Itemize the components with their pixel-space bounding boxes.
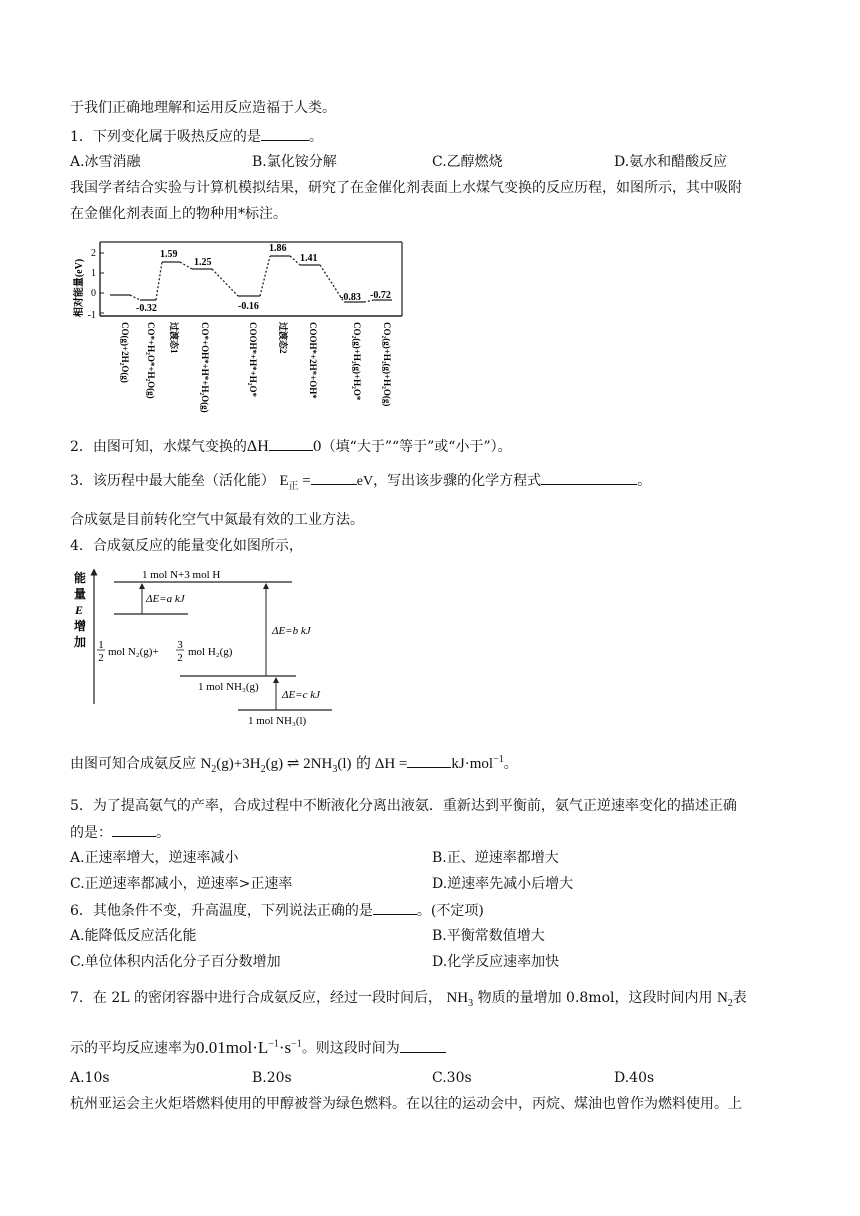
state-label-1: CO*+H₂O*+H₂O(g) — [146, 322, 156, 399]
q6-option-d: D.化学反应速率加快 — [432, 954, 560, 970]
answer-blank[interactable] — [373, 900, 417, 915]
question-1-text: 1．下列变化属于吸热反应的是 — [70, 129, 261, 145]
delta-h-symbol: ΔH — [246, 438, 269, 455]
question-2-end: 0（填“大于”“等于”或“小于”）。 — [312, 439, 512, 455]
question-7a-mid: 物质的量增加 0.8mol，这段时间内用 — [477, 990, 713, 1006]
svg-text:E: E — [75, 603, 84, 617]
n2-symbol: $N_2$ — [716, 990, 733, 1009]
question-7a — [70, 988, 747, 1014]
svg-text:3: 3 — [177, 639, 183, 651]
q5-option-a: A.正速率增大，逆速率减小 — [70, 850, 239, 866]
question-7a-text: 7．在 2L 的密闭容器中进行合成氨反应，经过一段时间后， — [70, 990, 443, 1006]
q1-option-c: C.乙醇燃烧 — [432, 154, 503, 170]
value-minus0.32: -0.32 — [136, 303, 157, 314]
q7-option-d: D.40s — [614, 1070, 655, 1086]
q5-option-d: D.逆速率先减小后增大 — [432, 876, 574, 892]
state-label-3: CO*+OH*+H*+H₂O(g) — [200, 322, 210, 413]
svg-text:mol N₂(g)+: mol N₂(g)+ — [108, 646, 159, 658]
svg-text:能: 能 — [74, 571, 87, 585]
state-label-5: 过渡态2 — [278, 322, 288, 354]
svg-text:2: 2 — [98, 652, 104, 664]
question-6-text: 6．其他条件不变，升高温度，下列说法正确的是 — [70, 903, 373, 919]
answer-blank[interactable] — [311, 470, 357, 485]
answer-blank[interactable] — [400, 1038, 446, 1053]
svg-text:mol H₂(g): mol H₂(g) — [188, 646, 233, 658]
label-delta-b: ΔE=b kJ — [272, 625, 311, 637]
answer-blank[interactable] — [541, 470, 637, 485]
label-delta-a: ΔE=a kJ — [146, 593, 185, 605]
question-2 — [70, 436, 512, 457]
q7-option-a: A.10s — [70, 1070, 110, 1086]
paragraph-3: 合成氨是目前转化空气中氮最有效的工业方法。 — [70, 512, 364, 528]
figure2-yaxis-label — [73, 570, 86, 649]
paragraph-2a: 我国学者结合实验与计算机模拟结果，研究了在金催化剂表面上水煤气变换的反应历程，如图所示，其中吸附 — [70, 180, 742, 196]
question-7b — [70, 1034, 446, 1059]
q7-option-c: C.30s — [432, 1070, 472, 1086]
energy-profile-figure — [70, 238, 410, 420]
question-3 — [70, 470, 651, 497]
ytick-2: 2 — [91, 248, 96, 259]
answer-blank[interactable] — [261, 126, 309, 141]
value-1.86: 1.86 — [269, 243, 287, 254]
answer-blank[interactable] — [112, 822, 156, 837]
question-3-mid: eV，写出该步骤的化学方程式 — [356, 474, 542, 489]
question-4b — [70, 750, 518, 780]
question-5a: 5．为了提高氨气的产率，合成过程中不断液化分离出液氨．重新达到平衡前，氨气正逆速率变化的描述正确 — [70, 798, 737, 814]
state-label-6: COOH*+2H*+OH* — [308, 322, 318, 399]
delta-h-eq: 的 ΔH = — [355, 756, 408, 772]
ytick-1: 1 — [91, 268, 96, 279]
level-nh3-liquid-label: 1 mol NH₃(l) — [248, 715, 307, 727]
state-label-0: CO(g)+2H₂O(g) — [120, 322, 130, 383]
value-minus0.72: -0.72 — [370, 290, 391, 301]
state-label-4: COOH*+H*+H₂O* — [248, 322, 258, 397]
rate-value: $0.01mol\cdot L^{-1}\cdot s^{-1}$ — [196, 1037, 302, 1057]
unit: kJ·mol$^{-1}$ — [451, 754, 504, 772]
q6-option-c: C.单位体积内活化分子百分数增加 — [70, 954, 281, 970]
label-delta-c: ΔE=c kJ — [282, 689, 320, 701]
ammonia-energy-diagram — [70, 564, 350, 730]
value-1.25: 1.25 — [194, 257, 212, 268]
question-6 — [70, 900, 484, 921]
q1-option-b: B.氯化铵分解 — [252, 154, 337, 170]
question-7a-end: 表 — [732, 990, 747, 1006]
question-5b-text: 的是： — [70, 825, 112, 841]
question-1 — [70, 126, 323, 147]
intro-line: 于我们正确地理解和运用反应造福于人类。 — [70, 100, 336, 116]
q1-option-d: D.氨水和醋酸反应 — [614, 154, 728, 170]
svg-text:量: 量 — [74, 587, 87, 601]
value-minus0.16: -0.16 — [238, 301, 259, 312]
q5-option-c: C.正逆速率都减小，逆速率>正速率 — [70, 876, 293, 892]
question-6-end: 。(不定项) — [416, 903, 484, 919]
q1-option-a: A.冰雪消融 — [70, 154, 141, 170]
state-label-7: CO₂(g)+H₂(g)+H₂O* — [352, 322, 362, 401]
level-top-label: 1 mol N+3 mol H — [142, 569, 221, 581]
question-5b — [70, 822, 170, 843]
answer-blank[interactable] — [407, 753, 451, 768]
question-4: 4．合成氨反应的能量变化如图所示， — [70, 538, 303, 554]
figure1-y-ticks — [88, 248, 104, 321]
question-7b-text: 示的平均反应速率为 — [70, 1040, 196, 1057]
figure1-ylabel: 相对能量(eV) — [74, 258, 85, 318]
question-3-end: 。 — [637, 473, 652, 489]
value-1.59: 1.59 — [160, 249, 178, 260]
question-7b-mid: 。则这段时间为 — [301, 1040, 400, 1057]
ytick-0: 0 — [91, 288, 96, 299]
level-nh3-gas-label: 1 mol NH₃(g) — [198, 681, 259, 693]
nh3-symbol: $NH_3$ — [446, 990, 474, 1009]
reactants-label — [97, 639, 233, 664]
paragraph-4: 杭州亚运会主火炬塔燃料使用的甲醇被誉为绿色燃料。在以往的运动会中，丙烷、煤油也曾作为燃料使用。上 — [70, 1096, 742, 1112]
question-3-text: 3．该历程中最大能垒（活化能） — [70, 473, 275, 489]
paragraph-2b: 在金催化剂表面上的物种用*标注。 — [70, 206, 287, 222]
state-label-2: 过渡态1 — [169, 322, 179, 354]
state-label-8: CO₂(g)+H₂(g)+H₂O(g) — [382, 322, 392, 407]
q5-option-b: B.正、逆速率都增大 — [432, 850, 559, 866]
question-4b-text: 由图可知合成氨反应 — [70, 756, 196, 772]
question-4b-end: 。 — [503, 756, 518, 772]
question-5b-end: 。 — [156, 825, 170, 841]
q6-option-a: A.能降低反应活化能 — [70, 928, 197, 944]
ytick-minus1: -1 — [87, 310, 96, 321]
reaction-equation: $N_2(g)+3H_2(g)$ ⇌ $2NH_3(l)$ — [200, 756, 352, 775]
question-1-end: 。 — [308, 129, 323, 145]
value-1.41: 1.41 — [300, 253, 318, 264]
svg-text:增: 增 — [74, 619, 87, 633]
q6-option-b: B.平衡常数值增大 — [432, 928, 545, 944]
state-labels — [120, 321, 392, 413]
svg-text:2: 2 — [177, 652, 183, 664]
svg-text:1: 1 — [98, 639, 104, 651]
activation-energy-symbol: $E_正$ = — [279, 473, 311, 492]
question-2-text: 2．由图可知，水煤气变换的 — [70, 439, 247, 455]
q7-option-b: B.20s — [252, 1070, 292, 1086]
answer-blank[interactable] — [269, 436, 313, 451]
energy-value-labels — [136, 243, 391, 314]
svg-text:加: 加 — [74, 635, 87, 649]
value-minus0.83: -0.83 — [340, 292, 361, 303]
